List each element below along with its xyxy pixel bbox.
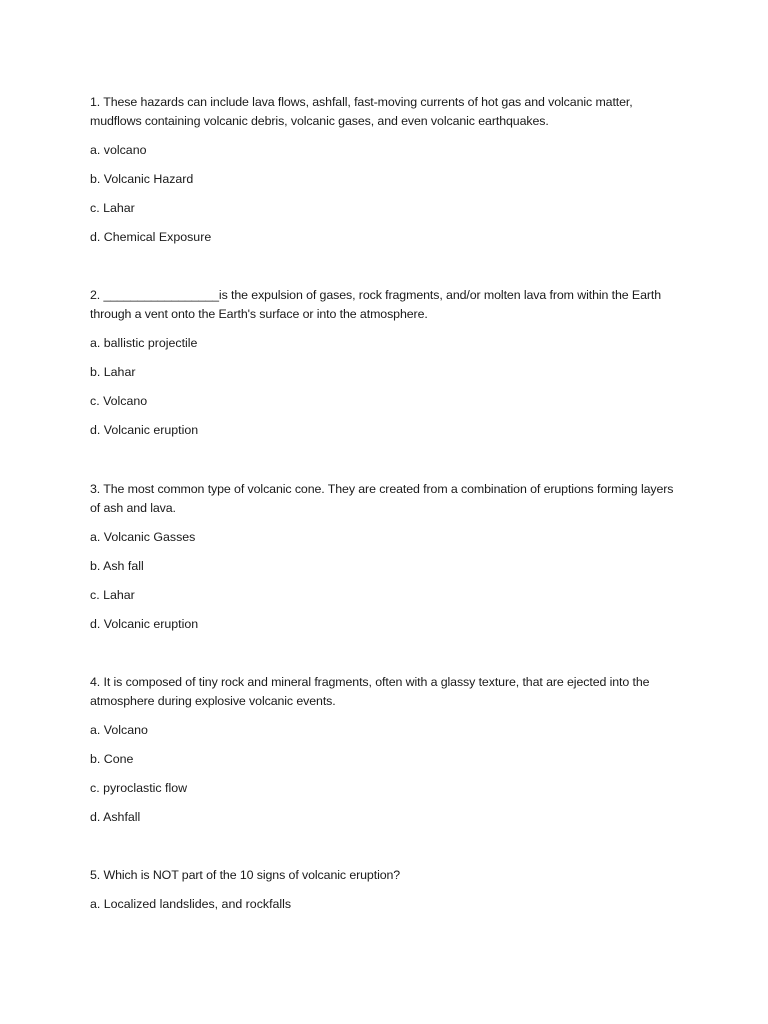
question-2-option-d: d. Volcanic eruption [90, 423, 199, 437]
question-1-option-c: c. Lahar [90, 201, 135, 215]
question-2-option-b: b. Lahar [90, 365, 136, 379]
question-4-option-c: c. pyroclastic flow [90, 781, 188, 795]
question-3-option-c: c. Lahar [90, 588, 135, 602]
question-5-prompt: 5. Which is NOT part of the 10 signs of volcanic eruption? [90, 868, 401, 882]
question-2-option-c: c. Volcano [90, 394, 148, 408]
question-4-prompt: 4. It is composed of tiny rock and mineral fragments, often with a glassy texture, that are ejected into the atmosphere during explosive volcanic events. [90, 675, 650, 708]
question-2-options [90, 334, 680, 450]
question-1-option-a: a. volcano [90, 143, 147, 157]
question-4-options [90, 721, 680, 837]
question-4-option-b: b. Cone [90, 752, 134, 766]
question-1-option-d: d. Chemical Exposure [90, 230, 212, 244]
question-4-option-d: d. Ashfall [90, 810, 141, 824]
question-2-prompt: 2. _________________is the expulsion of gases, rock fragments, and/or molten lava from within the Earth through a vent onto the Earth's surface or into the atmosphere. [90, 288, 662, 321]
question-1-options [90, 141, 680, 257]
question-3-option-b: b. Ash fall [90, 559, 144, 573]
question-5 [90, 866, 680, 924]
question-2 [90, 286, 680, 450]
question-3-option-d: d. Volcanic eruption [90, 617, 199, 631]
question-1-option-b: b. Volcanic Hazard [90, 172, 194, 186]
question-2-option-a: a. ballistic projectile [90, 336, 198, 350]
question-1 [90, 93, 680, 257]
question-3-options [90, 528, 680, 644]
question-4-option-a: a. Volcano [90, 723, 148, 737]
question-5-option-a: a. Localized landslides, and rockfalls [90, 897, 292, 911]
question-3-option-a: a. Volcanic Gasses [90, 530, 196, 544]
question-3 [90, 480, 680, 644]
question-1-prompt: 1. These hazards can include lava flows, ashfall, fast-moving currents of hot gas and volcanic matter, mudflows containing volcanic debris, volcanic gases, and even volcanic earthquakes. [90, 95, 633, 128]
question-3-prompt: 3. The most common type of volcanic cone. They are created from a combination of eruptions forming layers of ash and lava. [90, 482, 674, 515]
question-4 [90, 673, 680, 837]
question-5-options [90, 895, 680, 924]
